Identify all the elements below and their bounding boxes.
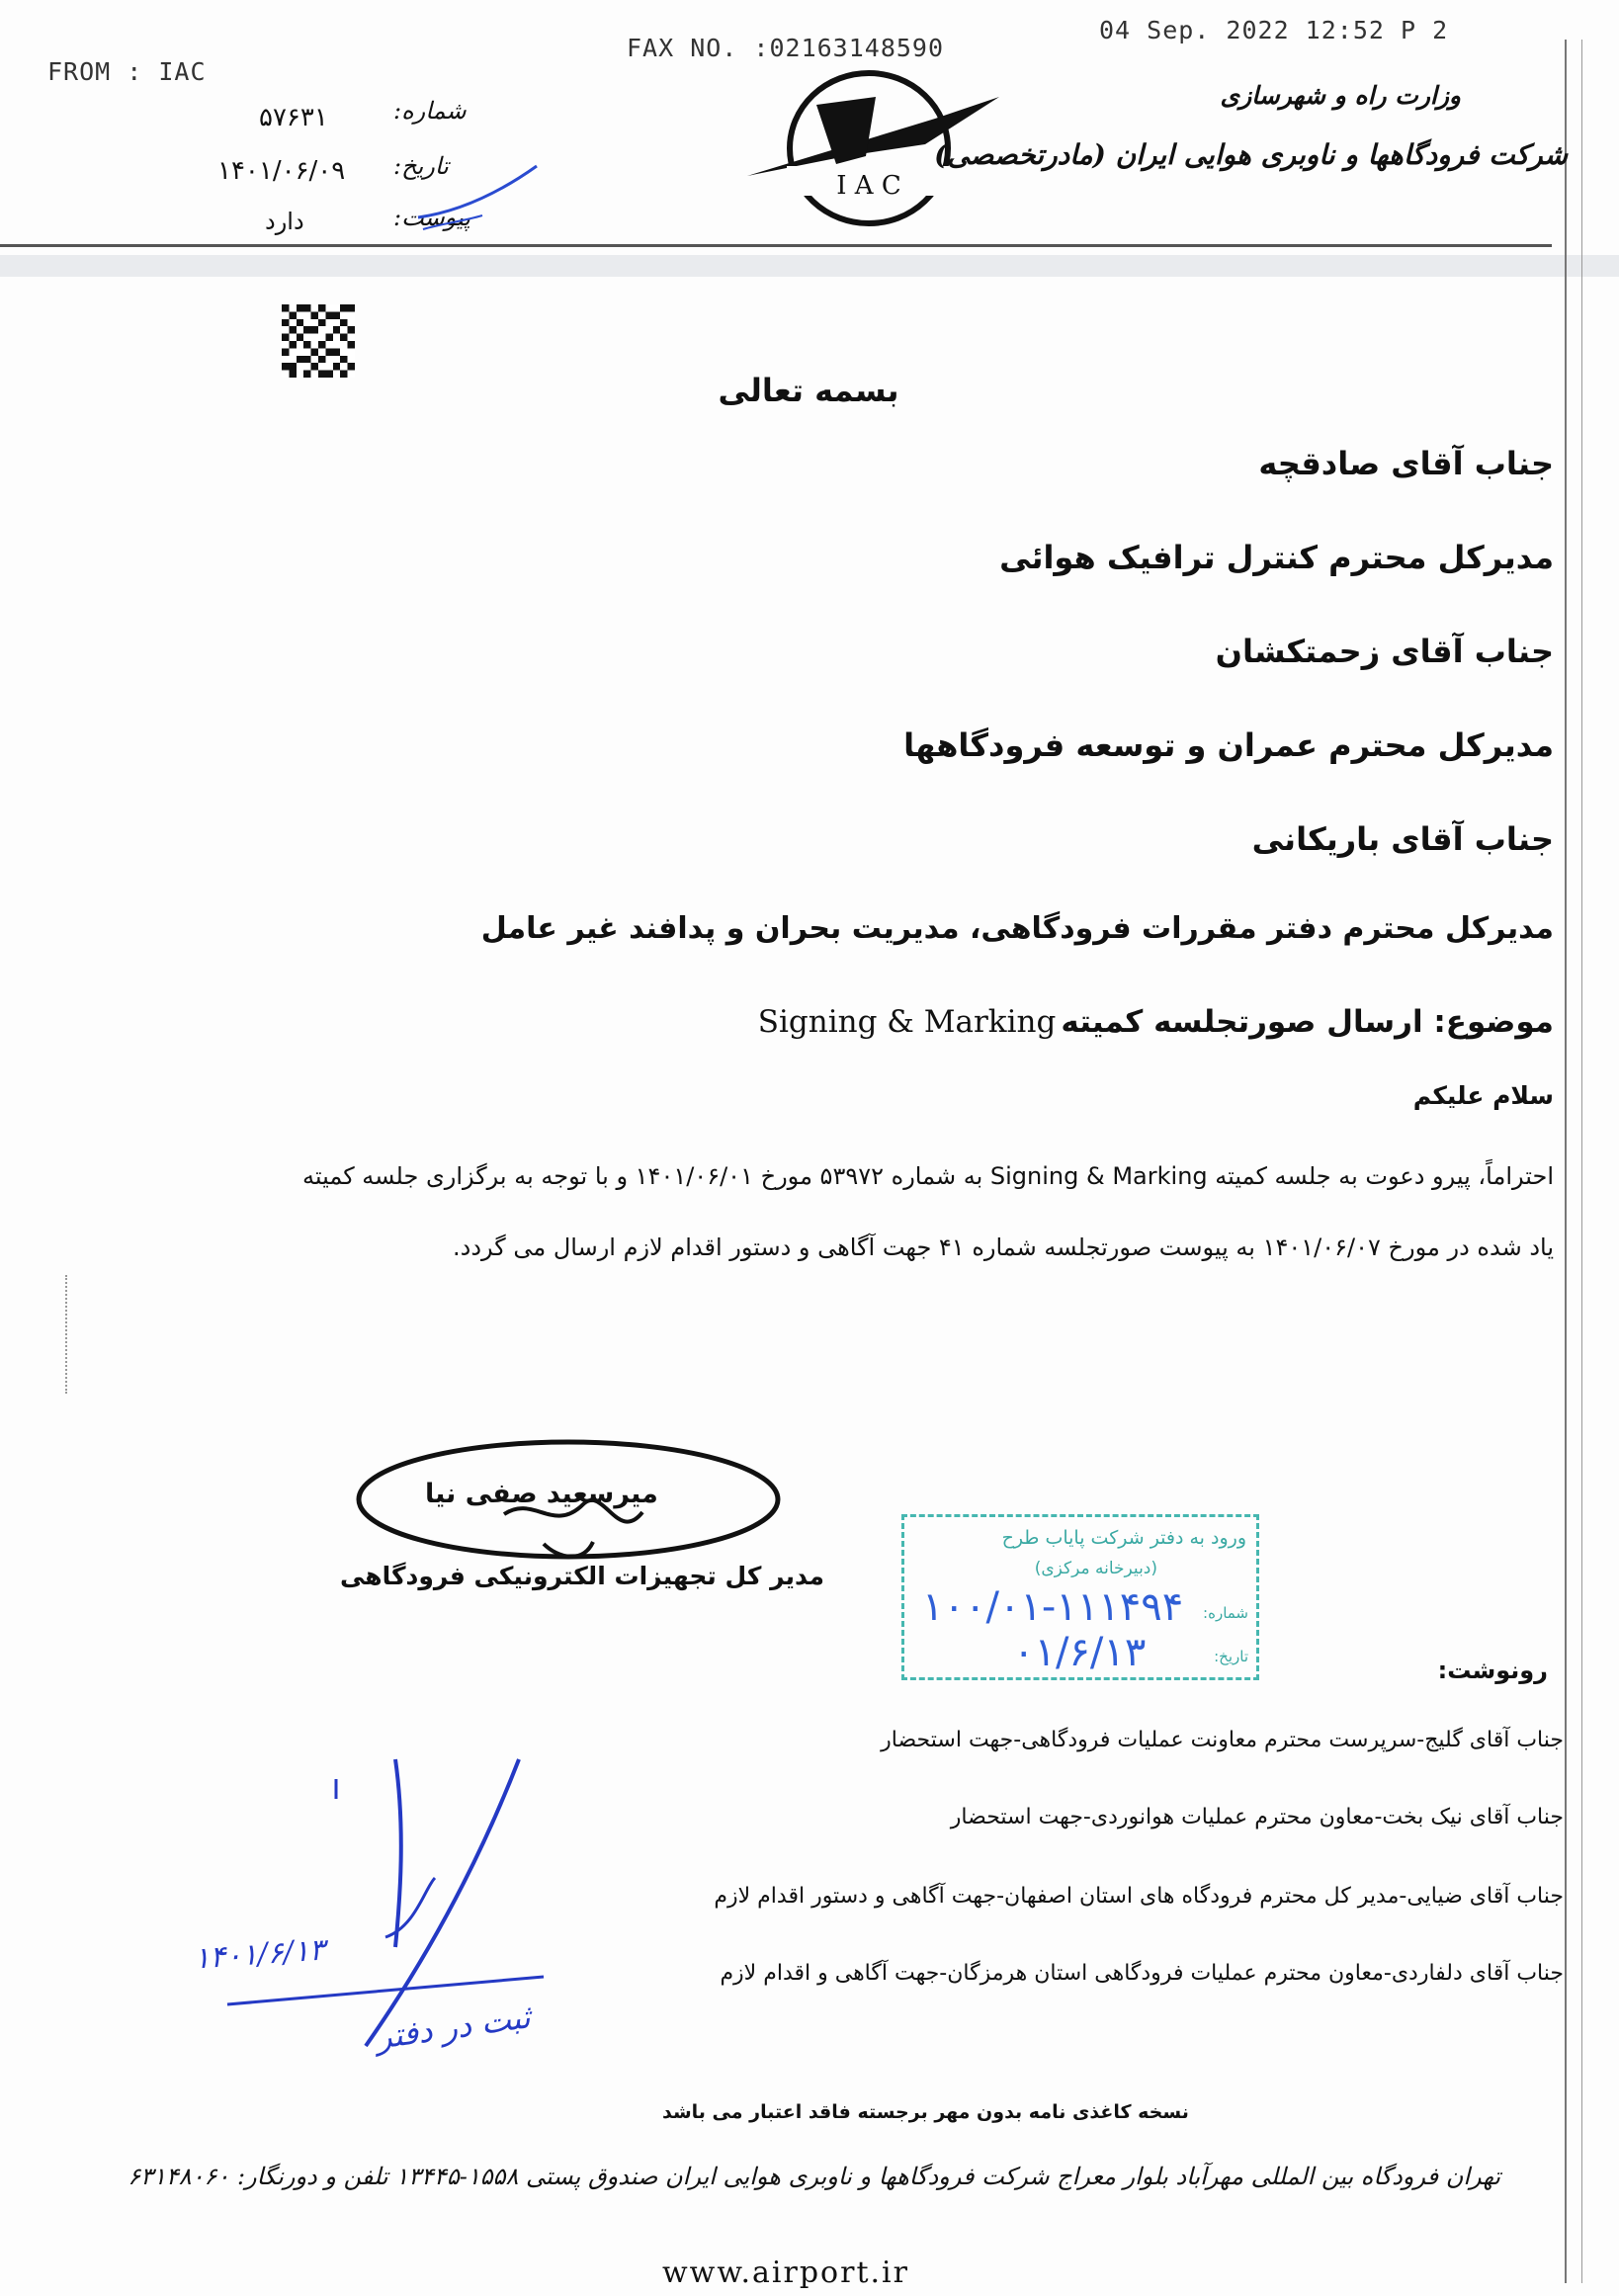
barcode-qr	[281, 304, 356, 378]
meta-date-value: ۱۴۰۱/۰۶/۰۹	[217, 156, 346, 186]
stamp-line-1: ورود به دفتر شرکت پایاب طرح	[1001, 1527, 1246, 1549]
signatory-title: مدیر کل تجهیزات الکترونیکی فرودگاهی	[340, 1562, 824, 1590]
pen-stroke	[413, 158, 542, 237]
cc-item-4: جناب آقای دلفاردی-معاون محترم عملیات فرودگاهی استان هرمزگان-جهت آگاهی و اقدام لازم	[720, 1961, 1564, 1986]
meta-number-value: ۵۷۶۳۱	[259, 103, 328, 132]
cc-heading: رونوشت:	[1437, 1657, 1548, 1684]
received-stamp	[901, 1514, 1259, 1680]
addressee-5: جناب آقای باریکانی	[1251, 820, 1554, 858]
fax-datetime: 04 Sep. 2022 12:52 P 2	[1099, 16, 1449, 44]
meta-date-label: تاریخ:	[393, 152, 449, 180]
subject-label: موضوع: ارسال صورتجلسه کمیته	[1061, 1004, 1554, 1040]
body-line-1: احتراماً، پیرو دعوت به جلسه کمیته Signing & Marking به شماره ۵۳۹۷۲ مورخ ۱۴۰۱/۰۶/۰۱ و با توجه به برگزاری جلسه کمیته	[302, 1162, 1554, 1190]
footer-website: www.airport.ir	[662, 2255, 909, 2290]
meta-attach-label: پیوست:	[393, 204, 471, 231]
body-line-2: یاد شده در مورخ ۱۴۰۱/۰۶/۰۷ به پیوست صورتجلسه شماره ۴۱ جهت آگاهی و دستور اقدام لازم ارسال می گردد.	[453, 1233, 1554, 1261]
handwritten-note: ثبت در دفتر	[374, 1998, 533, 2057]
subject-line	[758, 1004, 1554, 1040]
fax-number: FAX NO. :02163148590	[627, 34, 945, 62]
cc-item-1: جناب آقای گلیج-سرپرست محترم معاونت عملیات فرودگاهی-جهت استحضار	[881, 1728, 1564, 1752]
stamp-number-label: شماره:	[1203, 1604, 1248, 1622]
footer-address: تهران فرودگاه بین المللی مهرآباد بلوار معراج شرکت فرودگاهها و ناوبری هوایی ایران صندوق پستی ۱۵۵۸-۱۳۴۴۵ تلفن و دورنگار: ۶۳۱۴۸۰۶۰	[128, 2163, 1500, 2190]
margin-dots	[65, 1275, 69, 1394]
subject-latin: Signing & Marking	[757, 1004, 1057, 1040]
letterhead-divider	[0, 244, 1552, 247]
cc-item-2: جناب آقای نیک بخت-معاون محترم عملیات هوانوردی-جهت استحضار	[950, 1805, 1564, 1829]
meta-attach-value: دارد	[265, 208, 304, 235]
cc-item-3: جناب آقای ضیایی-مدیر کل محترم فرودگاه های استان اصفهان-جهت آگاهی و دستور اقدام لازم	[714, 1884, 1564, 1909]
greeting: سلام علیکم	[1412, 1081, 1554, 1110]
company-name: شرکت فرودگاهها و ناوبری هوایی ایران (مادرتخصصی)	[934, 138, 1568, 171]
addressee-4: مدیرکل محترم عمران و توسعه فرودگاهها	[903, 726, 1554, 764]
stamp-number: ۱۰۰/۰۱-۱۱۱۴۹۴	[922, 1584, 1184, 1630]
addressee-2: مدیرکل محترم کنترل ترافیک هوائی	[999, 539, 1554, 576]
invocation: بسمه تعالی	[718, 372, 899, 409]
right-margin-line-2	[1581, 40, 1582, 2283]
stamp-line-2: (دبیرخانه مرکزی)	[1034, 1559, 1157, 1578]
ministry-name: وزارت راه و شهرسازی	[1220, 81, 1461, 110]
logo-text: I A C	[836, 171, 901, 201]
addressee-1: جناب آقای صادقچه	[1258, 445, 1554, 482]
signatory-name: میرسعید صفی نیا	[425, 1479, 658, 1509]
header-scan-band	[0, 255, 1619, 277]
stamp-date: ۰۱/۶/۱۳	[1013, 1630, 1147, 1675]
footer-notice: نسخه کاغذی نامه بدون مهر برجسته فاقد اعتبار می باشد	[662, 2101, 1189, 2123]
stamp-date-label: تاریخ:	[1214, 1648, 1248, 1665]
meta-number-label: شماره:	[393, 97, 467, 125]
fax-from: FROM : IAC	[47, 57, 207, 86]
right-margin-line	[1565, 40, 1567, 2283]
handwritten-date: ۱۴۰۱/۶/۱۳	[192, 1932, 327, 1977]
addressee-3: جناب آقای زحمتکشان	[1215, 633, 1554, 670]
addressee-6: مدیرکل محترم دفتر مقررات فرودگاهی، مدیریت بحران و پدافند غیر عامل	[480, 911, 1554, 946]
